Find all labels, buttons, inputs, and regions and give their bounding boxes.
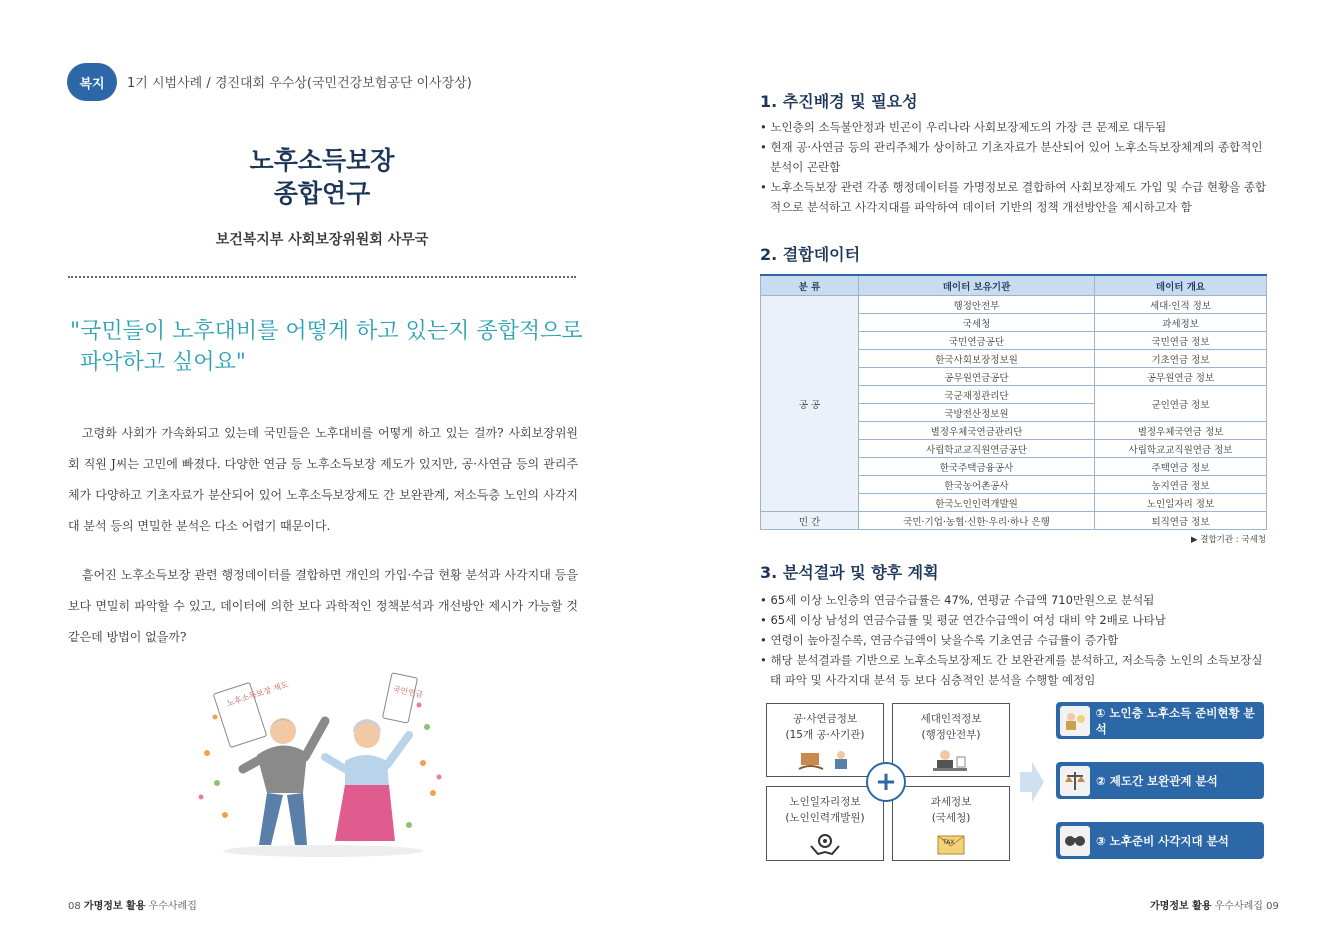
org-cell: 국민·기업·농협·신한·우리·하나 은행 [859,512,1095,530]
box-line2: (15개 공·사기관) [785,729,865,741]
story-paragraph-1: 고령화 사회가 가속화되고 있는데 국민들은 노후대비를 어떻게 하고 있는 걸까? 사회보장위원회 직원 J씨는 고민에 빠졌다. 다양한 연금 등 노후소득보장 제도가 있지만, 공·사연금 등의 관리주체가 다양하고 기초자료가 분산되어 있어 노후소득보장제도 간 보완관계, 저소득층 노인의 사각지대 분석 등의 면밀한 분석은 다소 어렵기 때문이다. [68,426,578,533]
section3-item: • 연령이 높아질수록, 연금수급액이 낮을수록 기초연금 수급률이 증가함 [760,630,1268,650]
desc-cell: 과세정보 [1095,314,1267,332]
header-org: 데이터 보유기관 [859,275,1095,296]
source-box-tax [892,786,1010,861]
org-cell: 국방전산정보원 [859,404,1095,422]
box-line2: (행정안전부) [921,729,981,741]
table-row [761,512,1267,530]
box-line1: 과세정보 [930,796,972,808]
section2-title: 2. 결합데이터 [760,245,861,264]
plus-icon: + [866,762,906,802]
desc-cell: 기초연금 정보 [1095,350,1267,368]
footer-right-bold: 가명정보 활용 [1150,901,1212,912]
quote [70,316,590,378]
combined-data-table [760,274,1267,530]
dotted-divider [68,276,576,278]
result-1-label: ① 노인층 노후소득 준비현황 분석 [1095,705,1255,736]
hands-gear-icon [808,832,842,856]
result-2-button [1056,762,1264,799]
section3-title: 3. 분석결과 및 향후 계획 [760,563,939,582]
box-line2: (국세청) [931,812,971,824]
header-desc: 데이터 개요 [1095,275,1267,296]
analysis-people-icon [1060,706,1090,736]
desc-cell: 군인연금 정보 [1095,386,1267,422]
sign-left-text: 노후소득보장 제도 [225,679,290,709]
org-cell: 공무원연금공단 [859,368,1095,386]
section3-list [760,590,1268,690]
desc-cell: 노인일자리 정보 [1095,494,1267,512]
desc-cell: 사립학교교직원연금 정보 [1095,440,1267,458]
header-category: 분 류 [761,275,859,296]
box-line1: 세대인적정보 [920,713,982,725]
org-cell: 국세청 [859,314,1095,332]
section3-item: • 65세 이상 남성의 연금수급률 및 평균 연간수급액이 여성 대비 약 2배로 나타남 [760,610,1268,630]
org-cell: 한국사회보장정보원 [859,350,1095,368]
desc-cell: 퇴직연금 정보 [1095,512,1267,530]
footer-left-rest: 우수사례집 [148,901,197,912]
section1-item: • 현재 공·사연금 등의 관리주체가 상이하고 기초자료가 분산되어 있어 노후소득보장체계의 종합적인 분석이 곤란함 [760,137,1268,177]
tax-label: TAX [943,839,955,846]
source-box-household [892,703,1010,777]
result-2-label: ② 제도간 보완관계 분석 [1096,773,1218,788]
box-line1: 공·사연금정보 [792,713,858,725]
section1-item: • 노후소득보장 관련 각종 행정데이터를 가명정보로 결합하여 사회보장제도 가입 및 수급 현황을 종합적으로 분석하고 사각지대를 파악하여 데이터 기반의 정책 개선방안을 제시하고자 함 [760,177,1268,217]
table-note: ▶ 결합기관 : 국세청 [1191,535,1266,545]
rocking-chair-icon [795,749,855,771]
org-cell: 사립학교교직원연금공단 [859,440,1095,458]
sign-right-text: 국민연금 [391,684,424,700]
table-header-row [761,275,1267,296]
footer-left-page: 08 [68,901,81,912]
person-desk-icon [931,749,971,773]
balance-scale-icon [1060,766,1090,796]
source-box-elderly-jobs [766,786,884,861]
org-cell: 행정안전부 [859,296,1095,314]
org-cell: 한국농어촌공사 [859,476,1095,494]
desc-cell: 공무원연금 정보 [1095,368,1267,386]
title-line1: 노후소득보장 [249,146,395,175]
section3-item: • 해당 분석결과를 기반으로 노후소득보장제도 간 보완관계를 분석하고, 저소득층 노인의 소득보장실태 파악 및 사각지대 분석 등 보다 심층적인 분석을 수행할 예정임 [760,650,1268,690]
quote-line1: "국민들이 노후대비를 어떻게 하고 있는지 종합적으로 [70,319,583,344]
result-3-button [1056,822,1264,859]
category-badge: 복지 [67,63,117,101]
desc-cell: 농지연금 정보 [1095,476,1267,494]
footer-right-page: 09 [1266,901,1279,912]
org-cell: 국민연금공단 [859,332,1095,350]
desc-cell: 세대·인적 정보 [1095,296,1267,314]
footer-right [1150,897,1279,912]
org-cell: 한국주택금융공사 [859,458,1095,476]
box-line2: (노인인력개발원) [785,812,865,824]
department: 보건복지부 사회보장위원회 사무국 [215,232,429,248]
desc-cell: 별정우체국연금 정보 [1095,422,1267,440]
desc-cell: 주택연금 정보 [1095,458,1267,476]
tagline: 1기 시범사례 / 경진대회 우수상(국민건강보험공단 이사장상) [127,76,472,91]
result-3-label: ③ 노후준비 사각지대 분석 [1096,833,1229,848]
story-paragraph-2: 흩어진 노후소득보장 관련 행정데이터를 결합하면 개인의 가입·수급 현황 분석과 사각지대 등을 보다 면밀히 파악할 수 있고, 데이터에 의한 보다 과학적인 정책분석과 개선방안 제시가 가능할 것 같은데 방법이 없을까? [68,568,578,644]
quote-line2: 파악하고 싶어요" [80,350,246,375]
elderly-couple-illustration [195,665,450,860]
arrow-right-icon [1020,760,1046,804]
source-box-pension [766,703,884,777]
section1-title: 1. 추진배경 및 필요성 [760,92,918,111]
result-1-button [1056,702,1264,739]
footer-left-bold: 가명정보 활용 [83,901,146,912]
table-row [761,296,1267,314]
footer-left [68,897,197,912]
section1-list [760,117,1268,217]
box-line1: 노인일자리정보 [789,796,861,808]
title-line2: 종합연구 [273,179,371,208]
org-cell: 국군재정관리단 [859,386,1095,404]
org-cell: 별정우체국연금관리단 [859,422,1095,440]
group-private: 민 간 [761,512,859,530]
section1-item: • 노인층의 소득불안정과 빈곤이 우리나라 사회보장제도의 가장 큰 문제로 대두됨 [760,117,1268,137]
tax-envelope-icon [934,832,968,856]
org-cell: 한국노인인력개발원 [859,494,1095,512]
group-public: 공 공 [761,296,859,512]
binoculars-icon [1060,826,1090,856]
section3-item: • 65세 이상 노인층의 연금수급률은 47%, 연평균 수급액 710만원으로 분석됨 [760,590,1268,610]
footer-right-rest: 우수사례집 [1214,901,1263,912]
desc-cell: 국민연금 정보 [1095,332,1267,350]
